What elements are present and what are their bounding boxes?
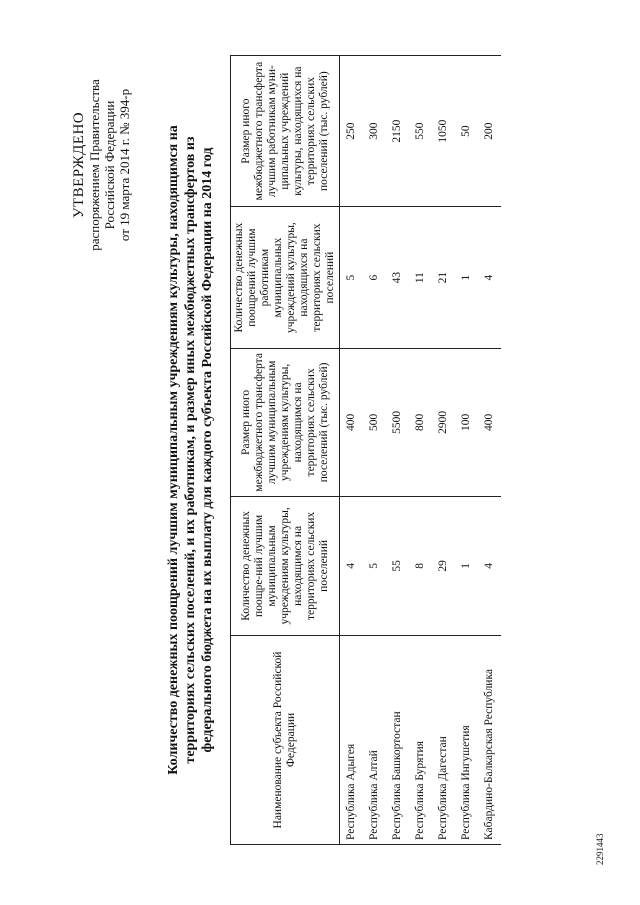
cell-institution-amount: 500	[363, 348, 386, 496]
cell-subject: Республика Дагестан	[432, 636, 455, 845]
header-worker-transfer-amount: Размер иного межбюджетного трансферта лучшим работникам муни-ципальных учреждений культуры, находящихся на территориях сельских поселений (тыс. рублей)	[231, 56, 340, 207]
table-row	[386, 56, 409, 845]
approval-line-3: от 19 марта 2014 г. № 394-р	[117, 88, 132, 242]
cell-worker-amount: 50	[455, 56, 478, 207]
cell-worker-count: 4	[478, 207, 501, 349]
title-line-3: федерального бюджета на их выплату для каждого субъекта Российской Федерации на 2014 год	[200, 147, 215, 753]
cell-institution-count: 55	[386, 496, 409, 635]
table-row	[409, 56, 432, 845]
cell-institution-count: 4	[340, 496, 364, 635]
table-row	[363, 56, 386, 845]
cell-institution-amount: 800	[409, 348, 432, 496]
cell-institution-count: 8	[409, 496, 432, 635]
cell-institution-count: 4	[478, 496, 501, 635]
cell-subject: Республика Бурятия	[409, 636, 432, 845]
cell-worker-amount: 2150	[386, 56, 409, 207]
title-line-1: Количество денежных поощрений лучшим муниципальным учреждениям культуры, находящимся на	[166, 125, 181, 775]
cell-worker-count: 21	[432, 207, 455, 349]
cell-worker-amount: 300	[363, 56, 386, 207]
cell-worker-amount: 200	[478, 56, 501, 207]
cell-worker-count: 5	[340, 207, 364, 349]
cell-institution-amount: 100	[455, 348, 478, 496]
cell-institution-amount: 5500	[386, 348, 409, 496]
cell-institution-amount: 2900	[432, 348, 455, 496]
cell-worker-amount: 550	[409, 56, 432, 207]
table-row	[432, 56, 455, 845]
cell-worker-count: 11	[409, 207, 432, 349]
cell-subject: Республика Ингушетия	[455, 636, 478, 845]
cell-worker-amount: 250	[340, 56, 364, 207]
cell-worker-amount: 1050	[432, 56, 455, 207]
cell-institution-count: 1	[455, 496, 478, 635]
cell-institution-amount: 400	[478, 348, 501, 496]
document-code: 2291443	[595, 833, 605, 865]
approval-line-1: распоряжением Правительства	[87, 79, 102, 251]
header-subject-name: Наименование субъекта Российской Федерации	[231, 636, 340, 845]
allocation-table	[230, 55, 501, 845]
cell-subject: Республика Адыгея	[340, 636, 364, 845]
cell-institution-count: 29	[432, 496, 455, 635]
table-row	[478, 56, 501, 845]
approval-heading: УТВЕРЖДЕНО	[71, 111, 87, 219]
table-row	[340, 56, 364, 845]
cell-subject: Республика Башкортостан	[386, 636, 409, 845]
cell-worker-count: 1	[455, 207, 478, 349]
header-worker-awards-count: Количество денежных поощрений лучшим работникам муниципальных учреждений культуры, находящихся на территориях сельских поселений	[231, 207, 340, 349]
cell-subject: Республика Алтай	[363, 636, 386, 845]
table-header-row	[231, 56, 340, 845]
approval-stamp	[72, 25, 132, 305]
cell-institution-amount: 400	[340, 348, 364, 496]
document-title	[165, 65, 216, 835]
title-line-2: территориях сельских поселений, и их работникам, и размер иных межбюджетных трансфертов из	[183, 136, 198, 764]
table-row	[455, 56, 478, 845]
cell-worker-count: 43	[386, 207, 409, 349]
cell-worker-count: 6	[363, 207, 386, 349]
cell-institution-count: 5	[363, 496, 386, 635]
cell-subject: Кабардино-Балкарская Республика	[478, 636, 501, 845]
header-institution-awards-count: Количество денежных поощре-ний лучшим муниципальным учреждениям культуры, находящимся на территориях сельских поселений	[231, 496, 340, 635]
approval-line-2: Российской Федерации	[102, 100, 117, 230]
header-institution-transfer-amount: Размер иного межбюджетного трансферта лучшим муниципальным учреждениям культуры, находящимся на территориях сельских поселений (тыс. рублей)	[231, 348, 340, 496]
